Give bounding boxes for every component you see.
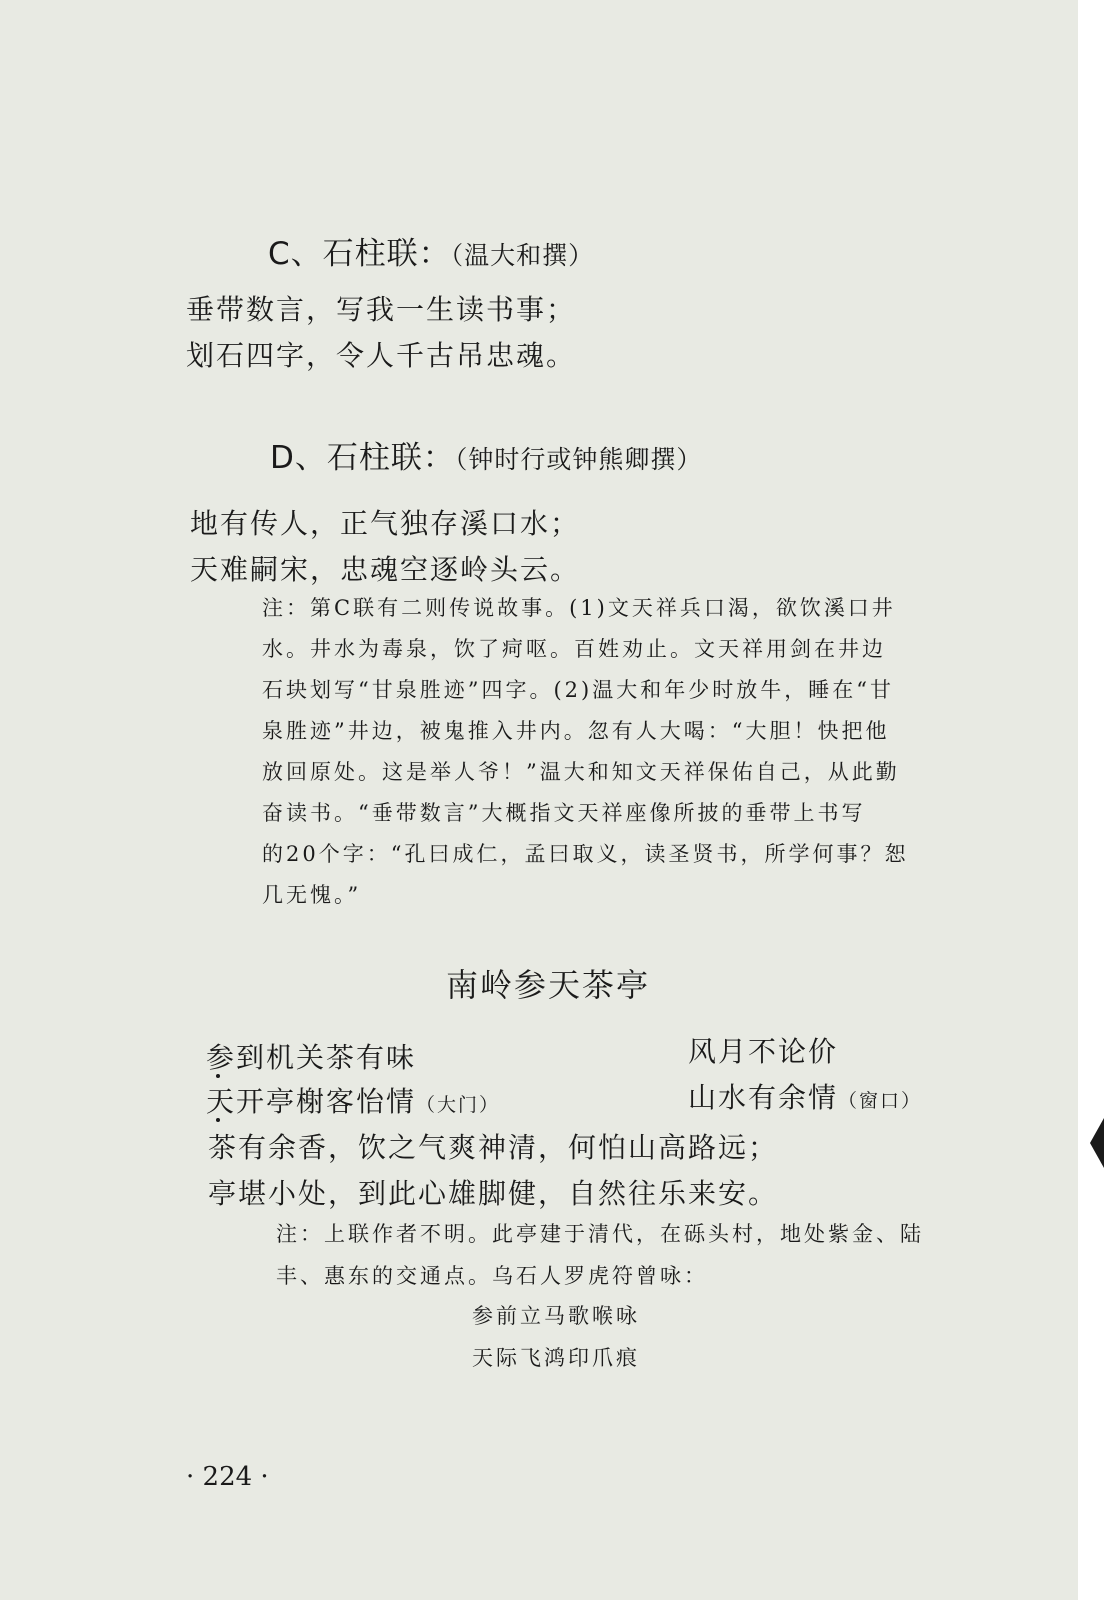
window-line-2-text: 山水有余情 — [688, 1081, 839, 1114]
scan-edge — [1078, 0, 1104, 1600]
poem-line-1: 参前立马歌喉咏 — [472, 1304, 640, 1328]
poem-line-2: 天际飞鸿印爪痕 — [472, 1346, 640, 1370]
emphasis-dot — [216, 1074, 220, 1078]
note-line: 泉胜迹”井边，被鬼推入井内。忽有人大喝：“大胆！快把他 — [262, 719, 890, 743]
section-c-heading-text: C、石柱联： — [268, 236, 451, 272]
section-c-heading — [268, 228, 594, 273]
section-d-note — [262, 588, 908, 916]
window-label: （窗口） — [838, 1090, 923, 1112]
section-d-line-2: 天难嗣宋，忠魂空逐岭头云。 — [190, 553, 581, 586]
gate-line-1: 参到机关茶有味 — [206, 1041, 417, 1074]
long-couplet-line-1: 茶有余香，饮之气爽神清，何怕山高路远； — [208, 1131, 779, 1164]
note-line: 几无愧。” — [262, 883, 362, 907]
gate-line-2-text: 天开亭榭客怡情 — [206, 1085, 417, 1118]
section-c-line-1: 垂带数言，写我一生读书事； — [186, 293, 577, 326]
pavilion-note-line-1: 注：上联作者不明。此亭建于清代，在砾头村，地处紫金、陆 — [276, 1222, 924, 1246]
note-line: 放回原处。这是举人爷！”温大和知文天祥保佑自己，从此勤 — [262, 760, 900, 784]
section-c-author: （温大和撰） — [450, 241, 595, 270]
window-line-1: 风月不论价 — [688, 1035, 839, 1068]
emphasis-dot — [216, 1118, 220, 1122]
note-line: 水。井水为毒泉，饮了疴呕。百姓劝止。文天祥用剑在井边 — [262, 637, 886, 661]
note-line: 石块划写“甘泉胜迹”四字。(2)温大和年少时放牛，睡在“甘 — [262, 678, 894, 702]
pavilion-note-line-2: 丰、惠东的交通点。乌石人罗虎符曾咏： — [276, 1264, 708, 1288]
section-d-heading-text: D、石柱联： — [270, 440, 455, 476]
note-line: 注：第C联有二则传说故事。(1)文天祥兵口渴，欲饮溪口井 — [262, 596, 896, 620]
gate-line-2 — [206, 1080, 500, 1120]
note-line: 奋读书。“垂带数言”大概指文天祥座像所披的垂带上书写 — [262, 801, 866, 825]
pavilion-title: 南岭参天茶亭 — [446, 966, 651, 1004]
page-number: · 224 · — [186, 1462, 269, 1492]
gate-label: （大门） — [416, 1094, 501, 1116]
section-c-line-2: 划石四字，令人千古吊忠魂。 — [186, 339, 577, 372]
long-couplet-line-2: 亭堪小处，到此心雄脚健，自然往乐来安。 — [208, 1177, 779, 1210]
window-line-2 — [688, 1076, 922, 1116]
section-d-heading — [270, 432, 702, 477]
note-line: 的20个字：“孔曰成仁，孟曰取义，读圣贤书，所学何事？恕 — [262, 842, 909, 866]
section-d-line-1: 地有传人，正气独存溪口水； — [190, 507, 581, 540]
section-d-author: （钟时行或钟熊卿撰） — [454, 445, 703, 474]
